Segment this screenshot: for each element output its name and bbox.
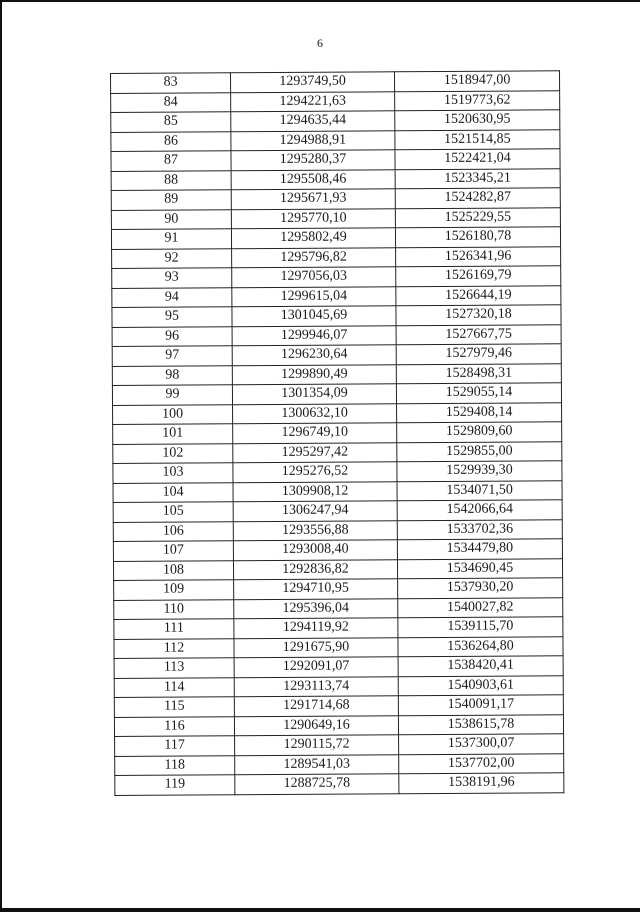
table-row [112, 266, 561, 288]
table-row [114, 695, 563, 717]
y-coordinate-cell: 1518947,00 [394, 71, 559, 92]
table-row [112, 324, 561, 346]
y-coordinate-cell: 1529408,14 [397, 402, 562, 423]
point-number-cell: 114 [114, 677, 234, 697]
y-coordinate-cell: 1534690,45 [397, 558, 562, 579]
point-number-cell: 102 [113, 443, 233, 463]
y-coordinate-cell: 1528498,31 [396, 363, 561, 384]
point-number-cell: 118 [115, 755, 235, 775]
x-coordinate-cell: 1292836,82 [233, 559, 397, 580]
y-coordinate-cell: 1540091,17 [398, 695, 563, 716]
point-number-cell: 89 [111, 190, 231, 210]
x-coordinate-cell: 1290115,72 [235, 735, 399, 756]
table-row [111, 188, 560, 210]
point-number-cell: 112 [114, 638, 234, 658]
point-number-cell: 99 [112, 385, 232, 405]
x-coordinate-cell: 1293556,88 [233, 520, 397, 541]
point-number-cell: 90 [111, 209, 231, 229]
x-coordinate-cell: 1301045,69 [232, 306, 396, 327]
table-row [111, 110, 560, 132]
point-number-cell: 117 [115, 736, 235, 756]
x-coordinate-cell: 1295802,49 [231, 228, 395, 249]
y-coordinate-cell: 1524282,87 [395, 188, 560, 209]
y-coordinate-cell: 1529939,30 [397, 461, 562, 482]
x-coordinate-cell: 1295276,52 [233, 462, 397, 483]
point-number-cell: 92 [112, 248, 232, 268]
table-row [112, 363, 561, 385]
y-coordinate-cell: 1536264,80 [398, 636, 563, 657]
x-coordinate-cell: 1293113,74 [234, 676, 398, 697]
point-number-cell: 84 [111, 92, 231, 112]
y-coordinate-cell: 1539115,70 [398, 617, 563, 638]
y-coordinate-cell: 1529809,60 [397, 422, 562, 443]
point-number-cell: 110 [114, 599, 234, 619]
point-number-cell: 93 [112, 268, 232, 288]
x-coordinate-cell: 1291675,90 [234, 637, 398, 658]
table-row [111, 227, 560, 249]
point-number-cell: 119 [115, 775, 235, 795]
point-number-cell: 86 [111, 131, 231, 151]
x-coordinate-cell: 1294635,44 [231, 111, 395, 132]
y-coordinate-cell: 1525229,55 [395, 207, 560, 228]
table-row [113, 402, 562, 424]
y-coordinate-cell: 1519773,62 [395, 90, 560, 111]
x-coordinate-cell: 1288725,78 [235, 774, 399, 795]
coordinates-table [110, 70, 564, 795]
point-number-cell: 94 [112, 287, 232, 307]
table-row [114, 578, 563, 600]
x-coordinate-cell: 1301354,09 [232, 384, 396, 405]
y-coordinate-cell: 1523345,21 [395, 168, 560, 189]
point-number-cell: 98 [112, 365, 232, 385]
y-coordinate-cell: 1527667,75 [396, 324, 561, 345]
x-coordinate-cell: 1294221,63 [231, 91, 395, 112]
point-number-cell: 103 [113, 463, 233, 483]
x-coordinate-cell: 1293749,50 [231, 72, 395, 93]
table-row [115, 734, 564, 756]
table-row [111, 168, 560, 190]
table-row [113, 519, 562, 541]
x-coordinate-cell: 1309908,12 [233, 481, 397, 502]
point-number-cell: 96 [112, 326, 232, 346]
point-number-cell: 113 [114, 658, 234, 678]
table-row [111, 71, 560, 93]
y-coordinate-cell: 1521514,85 [395, 129, 560, 150]
table-row [111, 129, 560, 151]
point-number-cell: 91 [111, 229, 231, 249]
y-coordinate-cell: 1527320,18 [396, 305, 561, 326]
y-coordinate-cell: 1526169,79 [396, 266, 561, 287]
x-coordinate-cell: 1293008,40 [233, 540, 397, 561]
y-coordinate-cell: 1529855,00 [397, 441, 562, 462]
table-row [113, 558, 562, 580]
y-coordinate-cell: 1533702,36 [397, 519, 562, 540]
x-coordinate-cell: 1295796,82 [232, 247, 396, 268]
table-row [112, 246, 561, 268]
x-coordinate-cell: 1295396,04 [234, 598, 398, 619]
x-coordinate-cell: 1296230,64 [232, 345, 396, 366]
x-coordinate-cell: 1306247,94 [233, 501, 397, 522]
table-row [114, 636, 563, 658]
table-row [111, 207, 560, 229]
y-coordinate-cell: 1538191,96 [399, 773, 564, 794]
y-coordinate-cell: 1540027,82 [398, 597, 563, 618]
table-row [114, 675, 563, 697]
x-coordinate-cell: 1295671,93 [231, 189, 395, 210]
y-coordinate-cell: 1526180,78 [395, 227, 560, 248]
y-coordinate-cell: 1538615,78 [398, 714, 563, 735]
y-coordinate-cell: 1534071,50 [397, 480, 562, 501]
table-row [115, 753, 564, 775]
point-number-cell: 116 [114, 716, 234, 736]
x-coordinate-cell: 1296749,10 [233, 423, 397, 444]
y-coordinate-cell: 1529055,14 [396, 383, 561, 404]
table-row [112, 305, 561, 327]
scan-edge-bottom [0, 908, 640, 912]
y-coordinate-cell: 1542066,64 [397, 500, 562, 521]
point-number-cell: 87 [111, 151, 231, 171]
x-coordinate-cell: 1299615,04 [232, 286, 396, 307]
y-coordinate-cell: 1537930,20 [398, 578, 563, 599]
scan-edge-left [0, 0, 2, 912]
table-row [114, 714, 563, 736]
table-row [113, 480, 562, 502]
x-coordinate-cell: 1300632,10 [233, 403, 397, 424]
y-coordinate-cell: 1538420,41 [398, 656, 563, 677]
y-coordinate-cell: 1526341,96 [396, 246, 561, 267]
point-number-cell: 106 [113, 521, 233, 541]
y-coordinate-cell: 1522421,04 [395, 149, 560, 170]
table-row [111, 149, 560, 171]
coordinates-table-body [111, 71, 564, 795]
table-row [114, 656, 563, 678]
x-coordinate-cell: 1294710,95 [234, 579, 398, 600]
table-row [114, 597, 563, 619]
x-coordinate-cell: 1295297,42 [233, 442, 397, 463]
point-number-cell: 97 [112, 346, 232, 366]
point-number-cell: 111 [114, 619, 234, 639]
table-row [112, 383, 561, 405]
table-row [115, 773, 564, 795]
x-coordinate-cell: 1290649,16 [234, 715, 398, 736]
point-number-cell: 83 [111, 73, 231, 93]
table-row [112, 285, 561, 307]
x-coordinate-cell: 1295508,46 [231, 169, 395, 190]
point-number-cell: 115 [114, 697, 234, 717]
y-coordinate-cell: 1526644,19 [396, 285, 561, 306]
table-row [111, 90, 560, 112]
x-coordinate-cell: 1299890,49 [232, 364, 396, 385]
table-row [114, 617, 563, 639]
x-coordinate-cell: 1291714,68 [234, 696, 398, 717]
y-coordinate-cell: 1520630,95 [395, 110, 560, 131]
point-number-cell: 85 [111, 112, 231, 132]
x-coordinate-cell: 1297056,03 [232, 267, 396, 288]
point-number-cell: 100 [113, 404, 233, 424]
x-coordinate-cell: 1294119,92 [234, 618, 398, 639]
table-row [113, 422, 562, 444]
y-coordinate-cell: 1537300,07 [399, 734, 564, 755]
page-number: 6 [317, 36, 323, 50]
y-coordinate-cell: 1540903,61 [398, 675, 563, 696]
scan-edge-top [0, 0, 640, 2]
y-coordinate-cell: 1537702,00 [399, 753, 564, 774]
table-row [113, 441, 562, 463]
table-row [112, 344, 561, 366]
point-number-cell: 101 [113, 424, 233, 444]
y-coordinate-cell: 1527979,46 [396, 344, 561, 365]
table-row [113, 461, 562, 483]
point-number-cell: 107 [113, 541, 233, 561]
point-number-cell: 104 [113, 482, 233, 502]
point-number-cell: 95 [112, 307, 232, 327]
x-coordinate-cell: 1292091,07 [234, 657, 398, 678]
x-coordinate-cell: 1294988,91 [231, 130, 395, 151]
x-coordinate-cell: 1289541,03 [235, 754, 399, 775]
y-coordinate-cell: 1534479,80 [397, 539, 562, 560]
table-row [113, 539, 562, 561]
point-number-cell: 109 [114, 580, 234, 600]
point-number-cell: 108 [113, 560, 233, 580]
x-coordinate-cell: 1299946,07 [232, 325, 396, 346]
x-coordinate-cell: 1295280,37 [231, 150, 395, 171]
x-coordinate-cell: 1295770,10 [231, 208, 395, 229]
point-number-cell: 105 [113, 502, 233, 522]
point-number-cell: 88 [111, 170, 231, 190]
table-row [113, 500, 562, 522]
